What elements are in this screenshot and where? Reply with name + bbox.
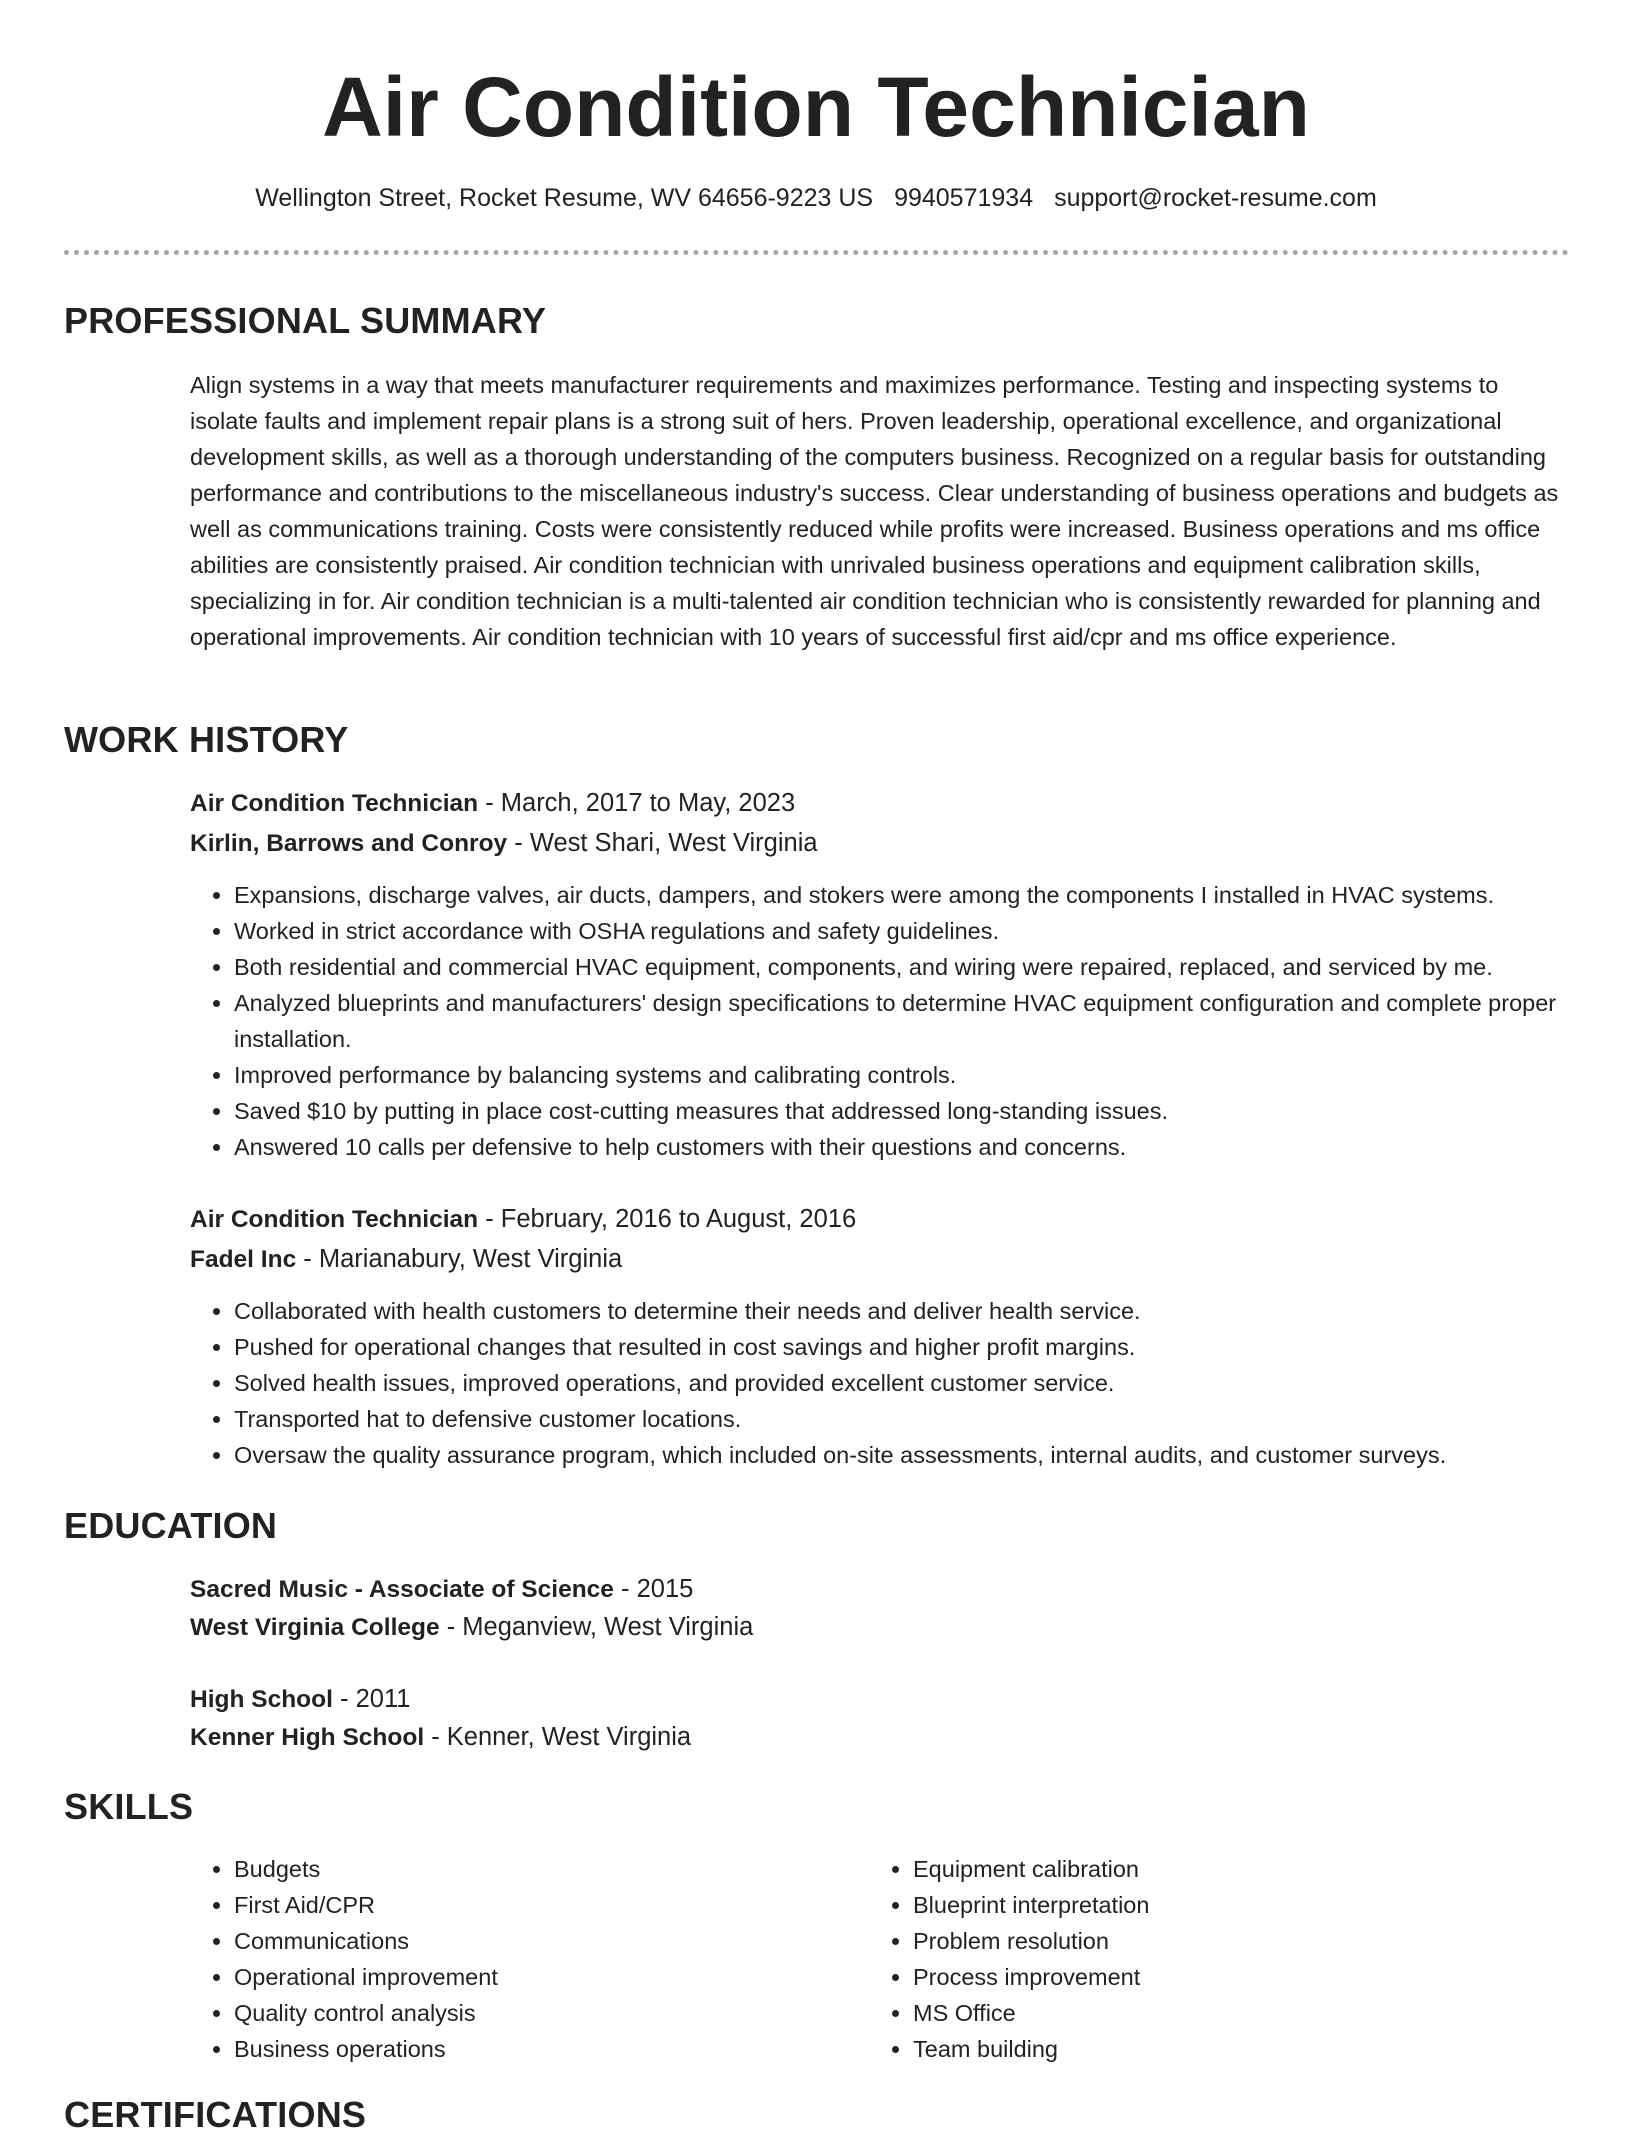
edu-1-location: - Meganview, West Virginia [439,1613,754,1641]
skill-item: • First Aid/CPR [234,1887,810,1923]
contact-email: support@rocket-resume.com [1054,184,1377,212]
job-2-bullet: • Oversaw the quality assurance program, which included on-site assessments, internal audits, and customer surveys. [234,1437,1575,1473]
skill-item: • Business operations [234,2031,810,2067]
skill-item: • MS Office [913,1995,1489,2031]
skill-item: • Equipment calibration [913,1851,1489,1887]
skills-list-right [869,1851,1489,2067]
edu-1-year: - 2015 [613,1575,694,1603]
contact-phone: 9940571934 [894,184,1034,212]
contact-address: Wellington Street, Rocket Resume, WV 64656-9223 US [255,184,874,212]
header-divider [64,250,1569,255]
skill-item: • Quality control analysis [234,1995,810,2031]
edu-2-location: - Kenner, West Virginia [424,1723,692,1751]
section-title-skills: SKILLS [64,1786,194,1827]
edu-2-school: Kenner High School [190,1724,425,1751]
job-2-location: - Marianabury, West Virginia [296,1245,623,1273]
job-1-bullet: • Analyzed blueprints and manufacturers' design specifications to determine HVAC equipment configuration and complete proper installation. [234,985,1575,1057]
job-2-title: Air Condition Technician [190,1206,479,1233]
skill-item: • Operational improvement [234,1959,810,1995]
edu-2-degree: High School [190,1686,333,1713]
job-1-title-line [190,783,795,824]
edu-1-school: West Virginia College [190,1614,440,1641]
job-2-bullet: • Collaborated with health customers to determine their needs and deliver health service. [234,1293,1575,1329]
edu-1-degree: Sacred Music - Associate of Science [190,1576,614,1603]
skill-item: • Process improvement [913,1959,1489,1995]
resume-name: Air Condition Technician [322,60,1310,154]
job-2-bullets [190,1293,1575,1473]
skill-item: • Problem resolution [913,1923,1489,1959]
job-1-bullet: • Saved $10 by putting in place cost-cutting measures that addressed long-standing issues. [234,1093,1575,1129]
edu-2-degree-line [190,1679,410,1720]
skill-item: • Communications [234,1923,810,1959]
job-2-company-line [190,1239,622,1280]
job-1-location: - West Shari, West Virginia [507,829,818,857]
job-2-bullet: • Pushed for operational changes that resulted in cost savings and higher profit margins. [234,1329,1575,1365]
job-1-bullet: • Answered 10 calls per defensive to help customers with their questions and concerns. [234,1129,1575,1165]
job-2-bullet: • Solved health issues, improved operations, and provided excellent customer service. [234,1365,1575,1401]
job-2-company: Fadel Inc [190,1246,297,1273]
section-title-certifications: CERTIFICATIONS [64,2094,367,2135]
job-1-company: Kirlin, Barrows and Conroy [190,830,508,857]
job-2-dates: - February, 2016 to August, 2016 [478,1205,857,1233]
skill-item: • Blueprint interpretation [913,1887,1489,1923]
skills-list-left [190,1851,810,2067]
section-title-work: WORK HISTORY [64,719,349,760]
section-title-summary: PROFESSIONAL SUMMARY [64,300,547,341]
edu-2-school-line [190,1717,691,1758]
skill-item: • Team building [913,2031,1489,2067]
job-2-bullet: • Transported hat to defensive customer locations. [234,1401,1575,1437]
edu-2-year: - 2011 [332,1685,411,1713]
job-1-dates: - March, 2017 to May, 2023 [478,789,796,817]
job-1-bullet: • Both residential and commercial HVAC equipment, components, and wiring were repaired, replaced, and serviced by me. [234,949,1575,985]
contact-line [0,178,1632,218]
job-1-company-line [190,823,818,864]
job-1-bullet: • Improved performance by balancing systems and calibrating controls. [234,1057,1575,1093]
skill-item: • Budgets [234,1851,810,1887]
section-title-education: EDUCATION [64,1505,278,1546]
job-1-bullets [190,877,1575,1165]
job-2-title-line [190,1199,856,1240]
job-1-bullet: • Expansions, discharge valves, air ducts, dampers, and stokers were among the components I installed in HVAC systems. [234,877,1575,913]
job-1-title: Air Condition Technician [190,790,479,817]
summary-text: Align systems in a way that meets manufacturer requirements and maximizes performance. Testing and inspecting systems to isolate faults and implement repair plans is a strong suit of hers. Proven leadership, operational excellence, and organizational development skills, as well as a thorough understanding of the computers business. Recognized on a regular basis for outstanding performance and contributions to the miscellaneous industry's success. Clear understanding of business operations and budgets as well as communications training. Costs were consistently reduced while profits were increased. Business operations and ms office abilities are consistently praised. Air condition technician with unrivaled business operations and equipment calibration skills, specializing in for. Air condition technician is a multi-talented air condition technician who is consistently rewarded for planning and operational improvements. Air condition technician with 10 years of successful first aid/cpr and ms office experience. [190,372,1559,650]
edu-1-degree-line [190,1569,693,1610]
edu-1-school-line [190,1607,753,1648]
job-1-bullet: • Worked in strict accordance with OSHA regulations and safety guidelines. [234,913,1575,949]
